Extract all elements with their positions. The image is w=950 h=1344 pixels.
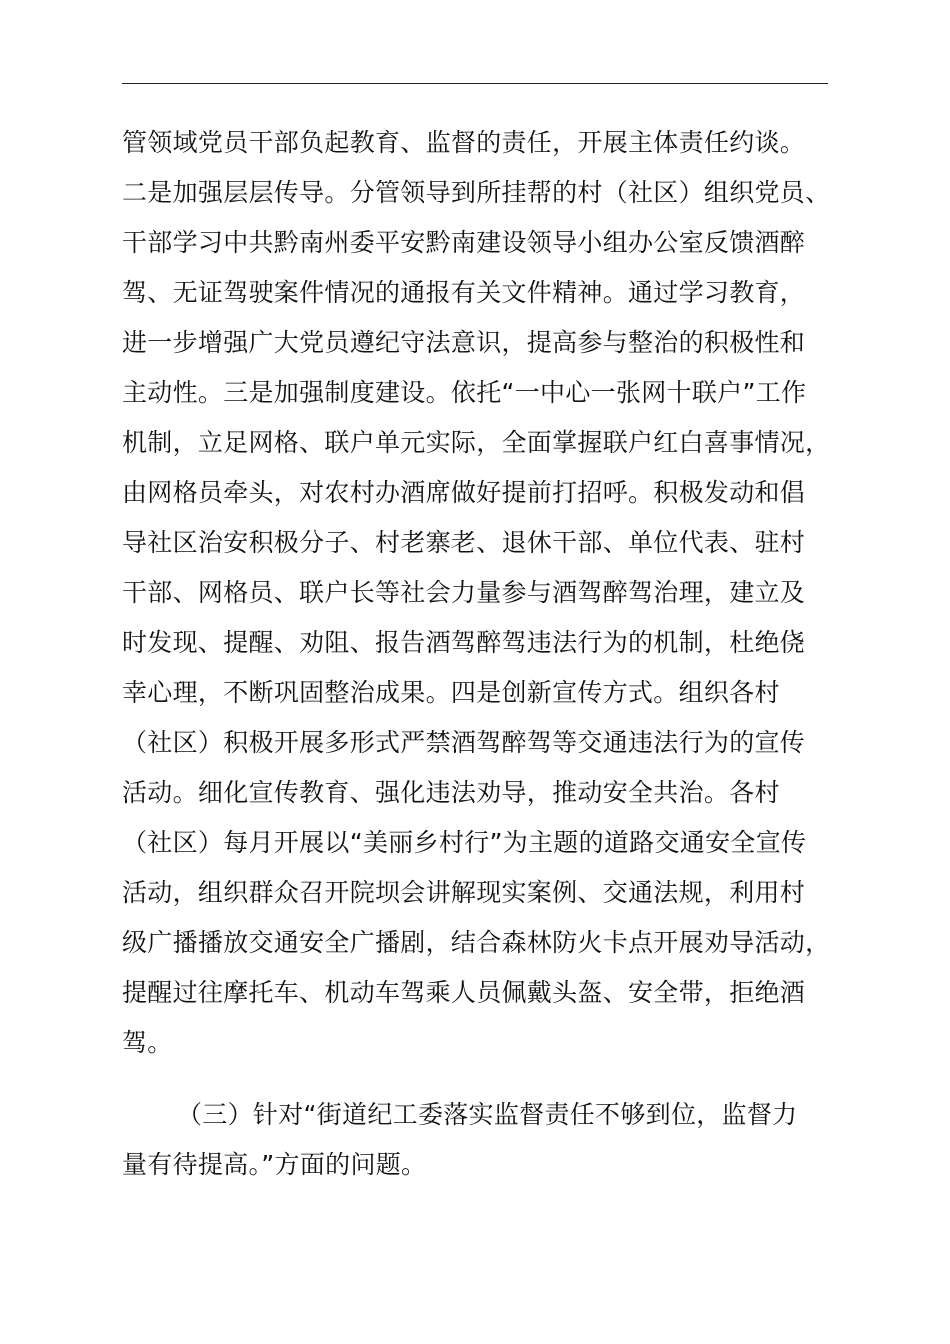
text-line: 幸心理，不断巩固整治成果。四是创新宣传方式。组织各村: [122, 678, 780, 707]
text-line: 由网格员牵头，对农村办酒席做好提前打招呼。积极发动和倡: [122, 478, 806, 507]
text-line: （社区）每月开展以“美丽乡村行”为主题的道路交通安全宣传: [122, 828, 807, 857]
text-line: 干部学习中共黔南州委平安黔南建设领导小组办公室反馈酒醉: [122, 228, 806, 257]
text-line: 级广播播放交通安全广播剧，结合森林防火卡点开展劝导活动，: [122, 928, 831, 957]
document-body: [122, 128, 842, 1200]
section-heading-line: （三）针对“街道纪工委落实监督责任不够到位，监督力: [177, 1100, 798, 1129]
text-line: 主动性。三是加强制度建设。依托“一中心一张网十联户”工作: [122, 378, 807, 407]
text-line: 提醒过往摩托车、机动车驾乘人员佩戴头盔、安全带，拒绝酒: [122, 978, 806, 1007]
text-line: 导社区治安积极分子、村老寨老、退休干部、单位代表、驻村: [122, 528, 806, 557]
paragraph-gap: [122, 1078, 842, 1100]
text-line: 进一步增强广大党员遵纪守法意识，提高参与整治的积极性和: [122, 328, 806, 357]
text-line: 机制，立足网格、联户单元实际，全面掌握联户红白喜事情况，: [122, 428, 831, 457]
header-rule: [122, 83, 828, 84]
text-line: 管领域党员干部负起教育、监督的责任，开展主体责任约谈。: [122, 128, 806, 157]
text-line: 二是加强层层传导。分管领导到所挂帮的村（社区）组织党员、: [122, 178, 831, 207]
section-heading-line: 量有待提高。”方面的问题。: [122, 1150, 427, 1179]
text-line: 活动，组织群众召开院坝会讲解现实案例、交通法规，利用村: [122, 878, 806, 907]
text-line: 驾。: [122, 1028, 173, 1057]
text-line: 干部、网格员、联户长等社会力量参与酒驾醉驾治理，建立及: [122, 578, 806, 607]
text-line: 时发现、提醒、劝阻、报告酒驾醉驾违法行为的机制，杜绝侥: [122, 628, 806, 657]
text-line: 驾、无证驾驶案件情况的通报有关文件精神。通过学习教育，: [122, 278, 806, 307]
text-line: 活动。细化宣传教育、强化违法劝导，推动安全共治。各村: [122, 778, 780, 807]
text-line: （社区）积极开展多形式严禁酒驾醉驾等交通违法行为的宣传: [122, 728, 806, 757]
